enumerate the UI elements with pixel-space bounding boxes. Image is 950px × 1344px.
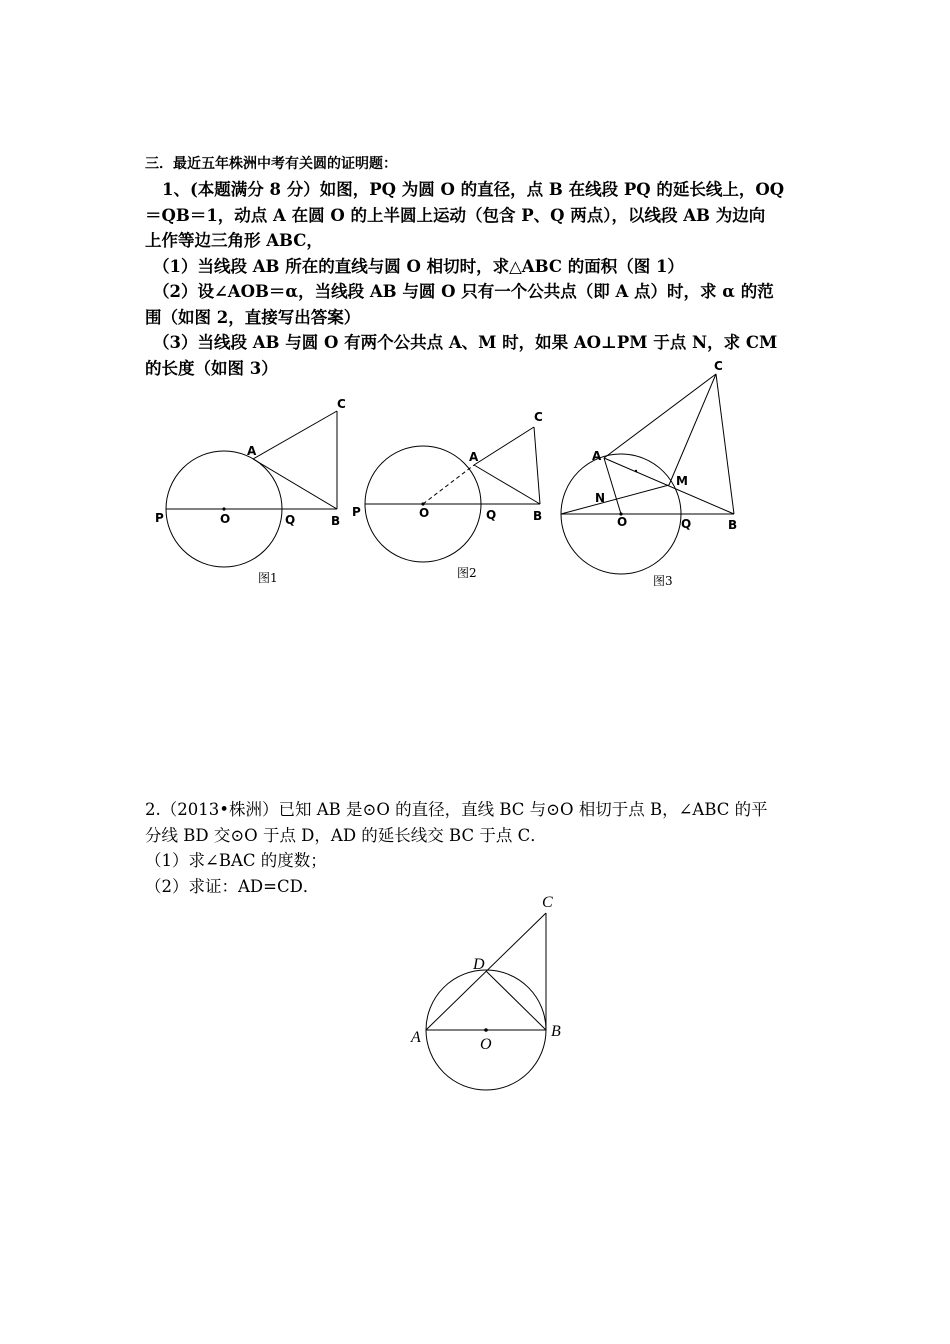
- fig3-line-ac: [604, 374, 716, 458]
- problem-1-line: ＝QB＝1，动点 A 在圆 O 的上半圆上运动（包含 P、Q 两点），以线段 AB 为边向: [145, 205, 766, 225]
- fig3-label-n: N: [595, 491, 606, 505]
- fig3-line-pm: [561, 485, 669, 514]
- fig2-line-ab: [474, 465, 540, 504]
- section-title: 三．最近五年株洲中考有关圆的证明题：: [145, 156, 397, 172]
- p2-center-dot: [484, 1028, 488, 1032]
- problem-1-line: （2）设∠AOB＝α，当线段 AB 与圆 O 只有一个公共点（即 A 点）时，求 α 的范: [153, 282, 774, 301]
- fig1-label-c: C: [337, 397, 346, 411]
- problem-1-line: 上作等边三角形 ABC，: [145, 231, 323, 250]
- fig1-label-p: P: [155, 511, 164, 525]
- fig2-line-bc: [534, 427, 540, 504]
- problem-1-line: （1）当线段 AB 所在的直线与圆 O 相切时，求△ABC 的面积（图 1）: [153, 256, 684, 276]
- problem-1-text: [145, 177, 810, 381]
- figure-problem-2: [405, 885, 580, 1095]
- fig3-caption: 图3: [653, 574, 673, 588]
- problem-1-line: 围（如图 2，直接写出答案）: [145, 307, 361, 327]
- fig3-label-c: C: [714, 359, 723, 373]
- problem-2-line: （2）求证：AD=CD．: [145, 876, 320, 896]
- fig1-label-o: O: [220, 512, 231, 526]
- fig3-label-q: Q: [681, 517, 692, 531]
- fig1-label-b: B: [331, 514, 341, 528]
- figure-1: [150, 395, 350, 595]
- fig2-label-a: A: [469, 450, 479, 464]
- fig2-caption: 图2: [457, 566, 477, 580]
- p2-label-d: D: [473, 956, 485, 973]
- p2-label-a: A: [411, 1029, 421, 1046]
- fig1-line-ab: [253, 459, 337, 509]
- problem-2-line: （1）求∠BAC 的度数；: [145, 851, 327, 870]
- problem-1-line: 的长度（如图 3）: [145, 358, 278, 378]
- figure-2: [350, 405, 560, 585]
- problem-2-line: 分线 BD 交⊙O 于点 D，AD 的延长线交 BC 于点 C．: [145, 825, 547, 845]
- fig3-line-cm: [669, 374, 716, 485]
- p2-line-bd: [486, 971, 546, 1030]
- p2-label-c: C: [542, 894, 553, 911]
- p2-label-b: B: [551, 1023, 561, 1040]
- fig3-line-ab: [604, 458, 734, 514]
- fig3-small-dot: [635, 470, 637, 472]
- fig3-line-bc: [716, 374, 734, 514]
- fig1-caption: 图1: [258, 571, 278, 585]
- fig2-label-p: P: [352, 505, 361, 519]
- problem-1-line: 1、(本题满分 8 分）如图，PQ 为圆 O 的直径，点 B 在线段 PQ 的延长线上，OQ: [162, 180, 785, 199]
- problem-1-line: （3）当线段 AB 与圆 O 有两个公共点 A、M 时，如果 AO⊥PM 于点 N，求 CM: [153, 333, 778, 352]
- fig3-label-o: O: [617, 515, 628, 529]
- p2-label-o: O: [480, 1036, 492, 1053]
- figure-3: [555, 355, 750, 590]
- fig2-label-b: B: [533, 509, 543, 523]
- fig1-label-a: A: [247, 444, 257, 458]
- fig2-line-ac: [474, 427, 534, 465]
- fig1-line-ac: [253, 411, 337, 459]
- fig3-label-b: B: [728, 518, 738, 532]
- fig3-label-m: M: [676, 474, 688, 488]
- fig3-label-a: A: [592, 449, 602, 463]
- fig2-label-o: O: [419, 506, 430, 520]
- problem-2-line: 2.（2013•株洲）已知 AB 是⊙O 的直径，直线 BC 与⊙O 相切于点 B，∠ABC 的平: [145, 800, 768, 819]
- fig2-label-c: C: [534, 410, 543, 424]
- fig3-line-ao: [604, 458, 621, 514]
- fig1-label-q: Q: [285, 513, 296, 527]
- fig1-center-dot: [222, 507, 225, 510]
- fig2-label-q: Q: [486, 508, 497, 522]
- fig2-line-oa-dashed: [423, 465, 474, 504]
- problem-2-text: [145, 797, 815, 899]
